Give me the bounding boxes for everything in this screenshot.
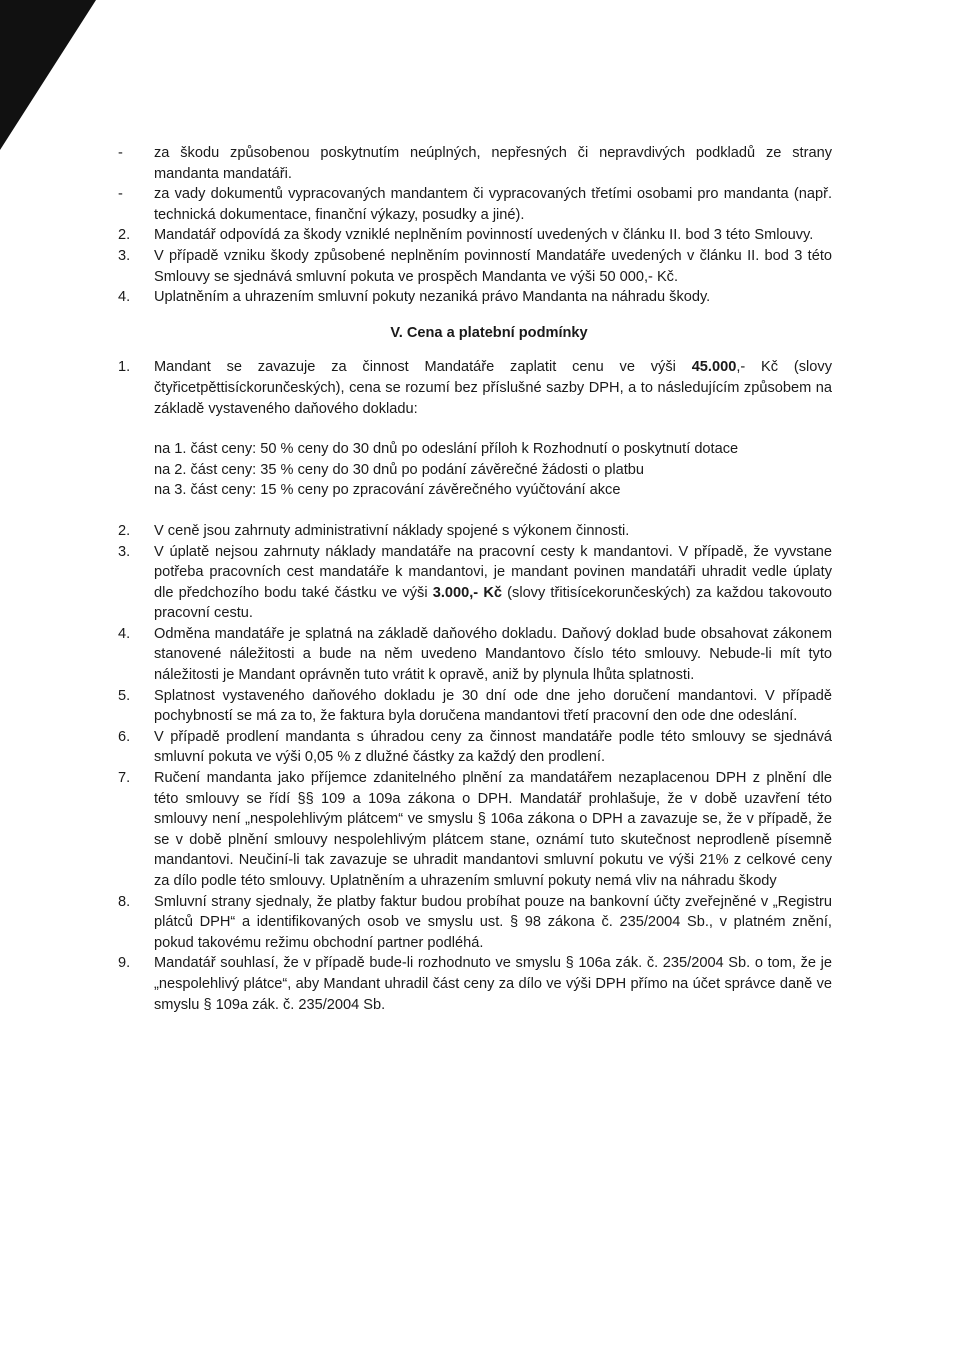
list-marker: 4. [118,289,131,306]
list-item-text: V ceně jsou zahrnuty administrativní náklady spojené s výkonem činnosti. [154,522,630,539]
list-item-text: Splatnost vystaveného daňového dokladu je 30 dní ode dne jeho doručení mandantovi. V případě pochybností se má za to, že faktura byla doručena mandantovi třetí pracovní den ode dne odeslání. [154,687,832,725]
list-number: 4. [118,625,131,642]
list-marker: 3. [118,247,131,264]
list-item [116,184,832,225]
list-item-text [154,357,832,419]
list-item [116,892,832,954]
list-number: 3. [118,543,131,560]
list-item-text: za vady dokumentů vypracovaných mandantem či vypracovaných třetími osobami pro mandanta (např. technická dokumentace, finanční výkazy, posudky a jiné). [154,186,832,223]
list-item [116,287,832,308]
text-part: ,- Kč (slovy čtyřicetpěttisíckorunčeských), cena se rozumí bez příslušné sazby DPH, a to následujícím způsobem na základě vystaveného daňového dokladu: [154,359,832,417]
list-item-text: Odměna mandatáře je splatná na základě daňového dokladu. Daňový doklad bude obsahovat zákonem stanovené náležitosti a bude na něm uvedeno Mandantovo číslo této smlouvy. Nebude-li mít tyto náležitosti je Mandant oprávněn tuto vrátit k opravě, aniž by plynula lhůta splatnosti. [154,625,832,684]
list-item [116,624,832,686]
list-item [116,143,832,184]
payment-line: na 1. část ceny: 50 % ceny do 30 dnů po odeslání příloh k Rozhodnutí o poskytnutí dotace [154,441,739,458]
list-item-text: Mandatář odpovídá za škody vzniklé neplněním povinností uvedených v článku II. bod 3 této Smlouvy. [154,227,814,244]
list-item-text: V případě vzniku škody způsobené neplněním povinností Mandatáře uvedených v článku II. bod 3 této Smlouvy se sjednává smluvní pokuta ve prospěch Mandanta ve výši 50 000,- Kč. [154,247,832,285]
list-marker: 2. [118,227,131,244]
list-item-price [116,357,832,419]
list-number: 6. [118,728,131,745]
payment-line: na 3. část ceny: 15 % ceny po zpracování závěrečného vyúčtování akce [154,482,621,499]
list-item [116,225,832,246]
text-part: Mandant se zavazuje za činnost Mandatáře zaplatit cenu ve výši [154,359,692,376]
contract-page [116,143,832,1015]
list-number: 2. [118,522,131,539]
scan-corner-mark [0,0,96,150]
spacer [116,419,832,439]
list-marker: - [118,145,123,161]
list-item-text: Mandatář souhlasí, že v případě bude-li rozhodnuto ve smyslu § 106a zák. č. 235/2004 Sb. o tom, že je „nespolehlivý plátce“, aby Mandant uhradil část ceny za dílo ve výši DPH přímo na účet správce daně ve smyslu § 109a zák. č. 235/2004 Sb. [154,955,832,1013]
list-item-text: Ručení mandanta jako příjemce zdanitelného plnění za mandatářem nezaplacenou DPH z plnění dle této smlouvy se řídí §§ 109 a 109a zákona o DPH. Mandatář prohlašuje, že v době uzavření této smlouvy není „nespolehlivým plátcem“ ve smyslu § 106a zákona o DPH a zavazuje se, že v případě, že se v době plnění smlouvy nespolehlivým plátcem stane, oznámí tuto skutečnost neprodleně písemně mandantovi. Neučiní-li tak zavazuje se uhradit mandantovi smluvní pokutu ve výši 21% z celkové ceny za dílo podle této smlouvy. Uplatněním a uhrazením smluvní pokuty nemá vliv na náhradu škody [154,770,832,889]
list-item [116,521,832,542]
payment-line: na 2. část ceny: 35 % ceny do 30 dnů po podání závěrečné žádosti o platbu [154,461,645,478]
list-item-text [154,542,832,624]
list-item-text: Smluvní strany sjednaly, že platby faktur budou probíhat pouze na bankovní účty zveřejněné v „Registru plátců DPH“ a identifikovaných osob ve smyslu ust. § 98 zákona č. 235/2004 Sb., v platném znění, pokud takovému režimu obchodní partner podléhá. [154,893,832,951]
price-amount: 45.000 [691,359,737,376]
list-number: 5. [118,687,131,704]
list-number: 8. [118,893,131,910]
section-title: V. Cena a platební podmínky [390,324,588,341]
spacer [116,501,832,521]
travel-amount: 3.000,- Kč [432,584,502,601]
list-number: 9. [118,955,131,972]
list-item-text: za škodu způsobenou poskytnutím neúplných, nepřesných či nepravdivých podkladů ze strany mandanta mandatáři. [154,145,832,182]
text-part: V úplatě nejsou zahrnuty náklady mandatáře na pracovní cesty k mandantovi. V případě, že vyvstane potřeba pracovních cest mandatáře k mandantovi, je mandant povinen mandatáři uhradit vedle úplaty dle předchozího bodu také částku ve výši [154,543,832,601]
payment-schedule [116,439,832,501]
list-item-text: Uplatněním a uhrazením smluvní pokuty nezaniká právo Mandanta na náhradu škody. [154,289,711,306]
list-item [116,542,832,624]
list-item [116,246,832,287]
list-item [116,686,832,727]
list-number: 7. [118,770,131,787]
list-item [116,953,832,1015]
list-item-text: V případě prodlení mandanta s úhradou ceny za činnost mandatáře podle této smlouvy se sjednává smluvní pokuta ve výši 0,05 % z dlužné částky za každý den prodlení. [154,728,832,766]
list-item [116,768,832,892]
list-item [116,727,832,768]
text-part: (slovy třitisícekorunčeských) za každou takovouto pracovní cestu. [154,584,832,622]
list-number: 1. [118,359,131,376]
list-marker: - [118,186,123,203]
